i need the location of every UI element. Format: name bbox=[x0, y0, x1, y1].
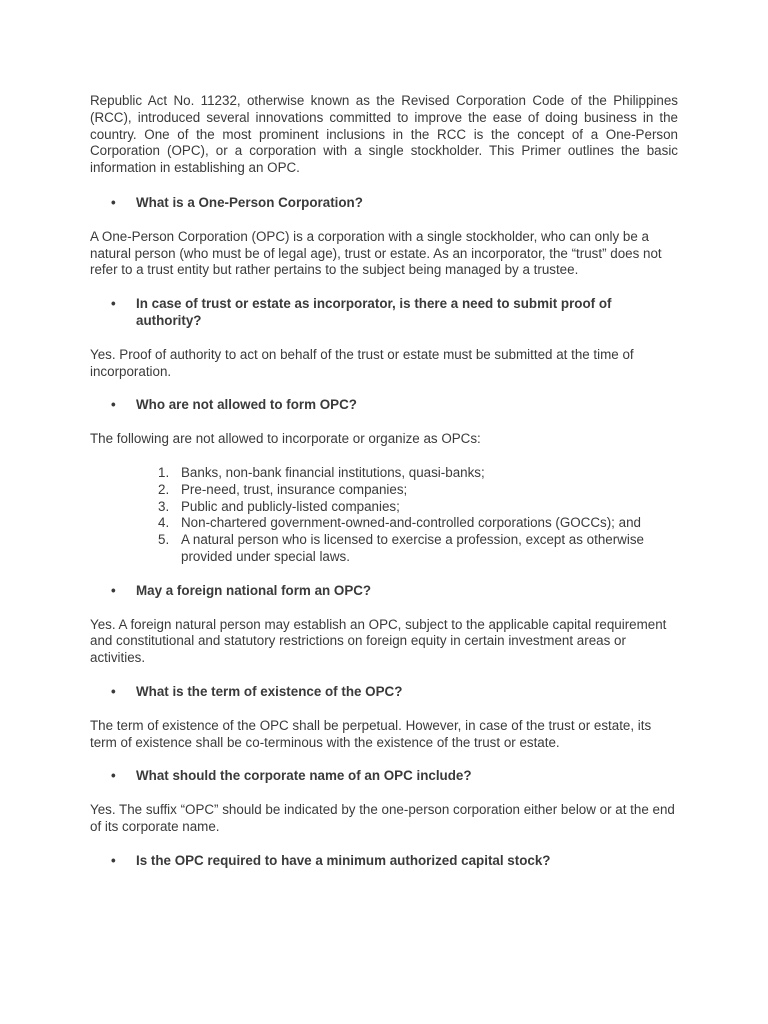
answer-paragraph: Yes. The suffix “OPC” should be indicated by the one-person corporation either below or at the end of its corporate name. bbox=[90, 802, 675, 834]
list-item bbox=[90, 465, 678, 482]
not-allowed-list bbox=[90, 465, 678, 566]
bullet-icon: • bbox=[111, 768, 116, 784]
question-text: In case of trust or estate as incorporator, is there a need to submit proof of authority? bbox=[136, 296, 612, 328]
answer-paragraph: A One-Person Corporation (OPC) is a corporation with a single stockholder, who can only be a natural person (who must be of legal age), trust or estate. As an incorporator, the “trust” does not refer to a trust entity but rather pertains to the subject being managed by a trustee. bbox=[90, 228, 662, 278]
list-item bbox=[90, 499, 678, 516]
answer-paragraph: The following are not allowed to incorporate or organize as OPCs: bbox=[90, 431, 481, 447]
question-heading bbox=[90, 195, 678, 212]
bullet-icon: • bbox=[111, 296, 116, 312]
question-heading bbox=[90, 397, 678, 414]
list-number: 3. bbox=[158, 498, 170, 514]
list-item bbox=[90, 515, 678, 532]
list-item-text: Pre-need, trust, insurance companies; bbox=[181, 481, 408, 497]
question-text: May a foreign national form an OPC? bbox=[136, 582, 372, 598]
answer-paragraph: Yes. A foreign natural person may establish an OPC, subject to the applicable capital requirement and constitutional and statutory restrictions on foreign equity in certain investment areas or activities. bbox=[90, 616, 667, 666]
list-item-text: Non-chartered government-owned-and-controlled corporations (GOCCs); and bbox=[181, 515, 641, 531]
list-number: 2. bbox=[158, 481, 170, 497]
bullet-icon: • bbox=[111, 582, 116, 598]
question-text: Is the OPC required to have a minimum authorized capital stock? bbox=[136, 852, 551, 868]
bullet-icon: • bbox=[111, 397, 116, 413]
intro-paragraph: Republic Act No. 11232, otherwise known as the Revised Corporation Code of the Philippines (RCC), introduced several innovations committed to improve the ease of doing business in the country. One of the most prominent inclusions in the RCC is the concept of a One-Person Corporation (OPC), or a corporation with a single stockholder. This Primer outlines the basic information in establishing an OPC. bbox=[90, 93, 678, 176]
document-body bbox=[90, 93, 678, 870]
question-text: What is the term of existence of the OPC? bbox=[136, 683, 403, 699]
answer-paragraph: The term of existence of the OPC shall be perpetual. However, in case of the trust or estate, its term of existence shall be co-terminous with the existence of the trust or estate. bbox=[90, 717, 652, 750]
question-heading bbox=[90, 853, 678, 870]
bullet-icon: • bbox=[111, 683, 116, 699]
list-item bbox=[90, 532, 678, 566]
question-text: What is a One-Person Corporation? bbox=[136, 194, 363, 210]
question-heading bbox=[90, 296, 678, 330]
question-text: What should the corporate name of an OPC include? bbox=[136, 768, 472, 784]
list-item bbox=[90, 482, 678, 499]
list-item-text: A natural person who is licensed to exercise a profession, except as otherwise provided under special laws. bbox=[181, 532, 644, 564]
list-item-text: Public and publicly-listed companies; bbox=[181, 498, 400, 514]
question-heading bbox=[90, 583, 678, 600]
list-number: 5. bbox=[158, 532, 170, 548]
question-heading bbox=[90, 768, 678, 785]
list-number: 4. bbox=[158, 515, 170, 531]
list-item-text: Banks, non-bank financial institutions, quasi-banks; bbox=[181, 464, 485, 480]
answer-paragraph: Yes. Proof of authority to act on behalf of the trust or estate must be submitted at the time of incorporation. bbox=[90, 346, 634, 379]
bullet-icon: • bbox=[111, 194, 116, 210]
list-number: 1. bbox=[158, 464, 170, 480]
bullet-icon: • bbox=[111, 852, 116, 868]
question-text: Who are not allowed to form OPC? bbox=[136, 397, 357, 413]
question-heading bbox=[90, 684, 678, 701]
